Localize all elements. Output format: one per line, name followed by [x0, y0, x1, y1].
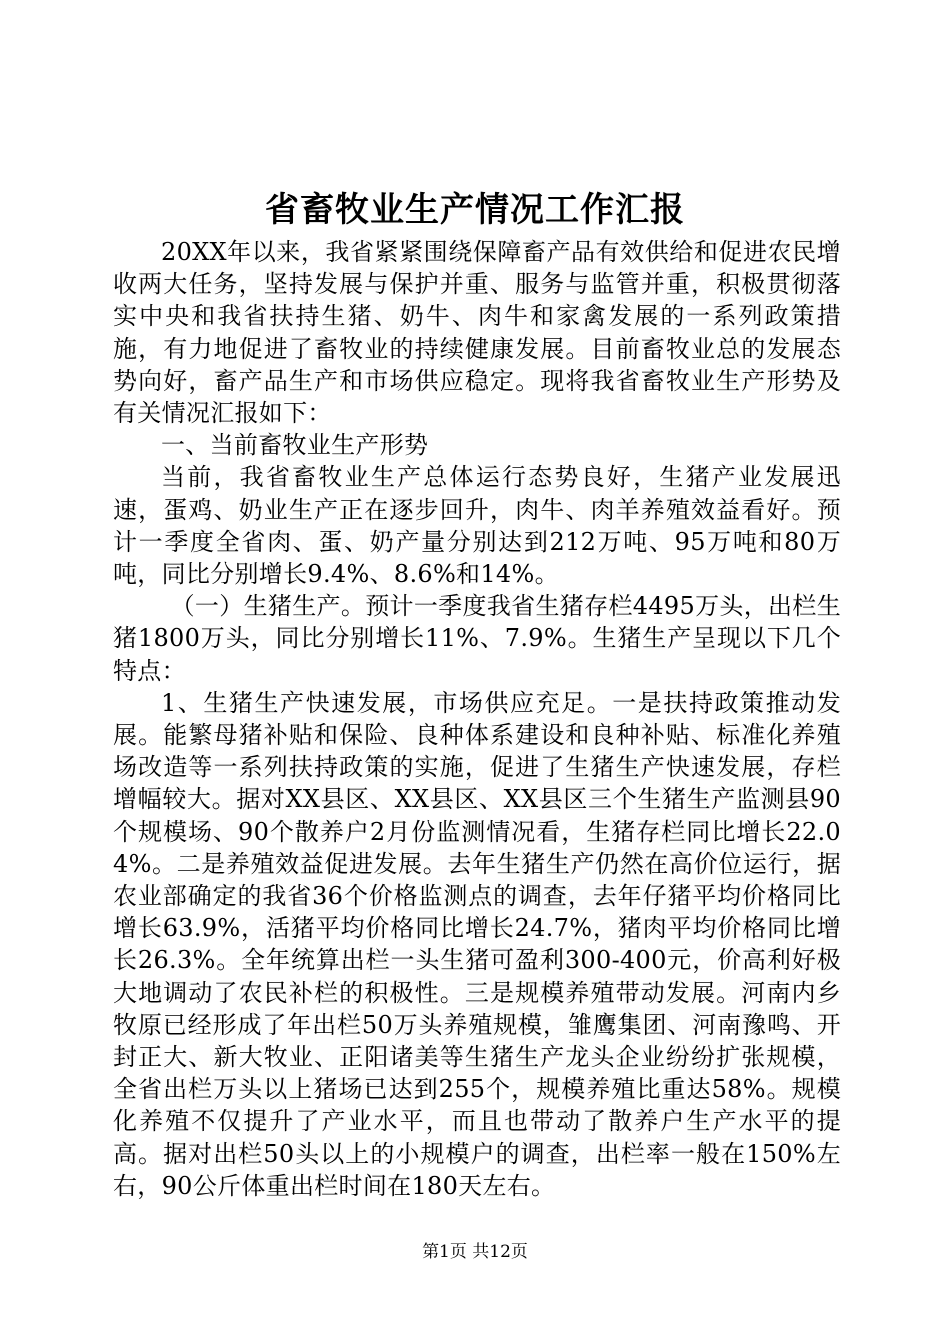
page-number: 第1页 共12页: [422, 1242, 528, 1262]
paragraph-intro: 20XX年以来，我省紧紧围绕保障畜产品有效供给和促进农民增收两大任务，坚持发展与保护并重、服务与监管并重，积极贯彻落实中央和我省扶持生猪、奶牛、肉牛和家禽发展的一系列政策措施，有力地促进了畜牧业的持续健康发展。目前畜牧业总的发展态势向好，畜产品生产和市场供应稳定。现将我省畜牧业生产形势及有关情况汇报如下：: [113, 238, 841, 428]
paragraph-pig-details: 1、生猪生产快速发展，市场供应充足。一是扶持政策推动发展。能繁母猪补贴和保险、良种体系建设和良种补贴、标准化养殖场改造等一系列扶持政策的实施，促进了生猪生产快速发展，存栏增幅较大。据对XX县区、XX县区、XX县区三个生猪生产监测县90个规模场、90个散养户2月份监测情况看，生猪存栏同比增长22.04%。二是养殖效益促进发展。去年生猪生产仍然在高价位运行，据农业部确定的我省36个价格监测点的调查，去年仔猪平均价格同比增长63.9%，活猪平均价格同比增长24.7%，猪肉平均价格同比增长26.3%。全年统算出栏一头生猪可盈利300-400元，价高利好极大地调动了农民补栏的积极性。三是规模养殖带动发展。河南内乡牧原已经形成了年出栏50万头养殖规模，雏鹰集团、河南豫鸣、开封正大、新大牧业、正阳诸美等生猪生产龙头企业纷纷扩张规模，全省出栏万头以上猪场已达到255个，规模养殖比重达58%。规模化养殖不仅提升了产业水平，而且也带动了散养户生产水平的提高。据对出栏50头以上的小规模户的调查，出栏率一般在150%左右，90公斤体重出栏时间在180天左右。: [113, 688, 841, 1200]
paragraph-situation: 当前，我省畜牧业生产总体运行态势良好，生猪产业发展迅速，蛋鸡、奶业生产正在逐步回升，肉牛、肉羊养殖效益看好。预计一季度全省肉、蛋、奶产量分别达到212万吨、95万吨和80万吨，同比分别增长9.4%、8.6%和14%。: [113, 463, 841, 589]
paragraph-pig-production: （一）生猪生产。预计一季度我省生猪存栏4495万头，出栏生猪1800万头，同比分别增长11%、7.9%。生猪生产呈现以下几个特点：: [113, 592, 841, 685]
section-heading: 一、当前畜牧业生产形势: [161, 431, 429, 460]
document-title: 省畜牧业生产情况工作汇报: [265, 190, 685, 230]
document-body: [113, 236, 841, 1202]
